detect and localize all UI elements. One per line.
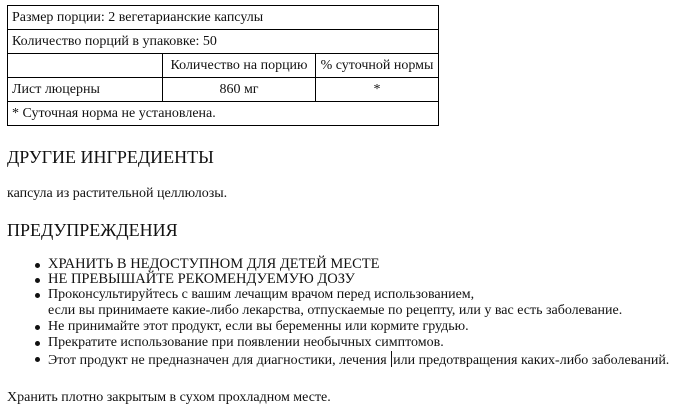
storage-instructions: Хранить плотно закрытым в сухом прохладном месте. xyxy=(7,390,331,405)
header-daily-value: % суточной нормы xyxy=(316,54,439,78)
daily-value-footnote: * Суточная норма не установлена. xyxy=(8,102,439,126)
ingredient-name: Лист люцерны xyxy=(8,78,163,102)
warning-item xyxy=(48,287,669,319)
warning-line xyxy=(48,351,669,369)
warnings-list xyxy=(0,257,669,369)
warning-item xyxy=(48,319,669,335)
warning-line: Проконсультируйтесь с вашим лечащим врачом перед использованием, xyxy=(48,287,475,302)
serving-size-row xyxy=(8,6,439,30)
warning-line: ХРАНИТЬ В НЕДОСТУПНОМ ДЛЯ ДЕТЕЙ МЕСТЕ xyxy=(48,256,380,272)
servings-per-container-row xyxy=(8,30,439,54)
warning-text-after-cursor: или предотвращения каких-либо заболеваний. xyxy=(393,353,670,368)
ingredient-amount: 860 мг xyxy=(163,78,316,102)
table-row xyxy=(8,78,439,102)
table-header-row xyxy=(8,54,439,78)
header-amount-per-serving: Количество на порцию xyxy=(163,54,316,78)
text-cursor xyxy=(391,351,392,367)
warning-item xyxy=(48,335,669,351)
supplement-facts-table xyxy=(7,5,439,126)
warning-line: если вы принимаете какие-либо лекарства, отпускаемые по рецепту, или у вас есть заболевание. xyxy=(48,303,623,318)
ingredient-daily-value: * xyxy=(316,78,439,102)
warning-item xyxy=(48,272,669,287)
header-empty-cell xyxy=(8,54,163,78)
footnote-row xyxy=(8,102,439,126)
other-ingredients-heading: ДРУГИЕ ИНГРЕДИЕНТЫ xyxy=(7,147,214,167)
warning-line: Не принимайте этот продукт, если вы беременны или кормите грудью. xyxy=(48,319,469,334)
warning-item xyxy=(48,257,669,272)
other-ingredients-text: капсула из растительной целлюлозы. xyxy=(7,186,228,201)
warnings-heading: ПРЕДУПРЕЖДЕНИЯ xyxy=(7,220,178,240)
warning-line: Прекратите использование при появлении необычных симптомов. xyxy=(48,335,444,350)
warning-text-before-cursor: Этот продукт не предназначен для диагностики, лечения xyxy=(48,353,387,368)
warning-item xyxy=(48,351,669,369)
serving-size: Размер порции: 2 вегетарианские капсулы xyxy=(8,6,439,30)
warning-line: НЕ ПРЕВЫШАЙТЕ РЕКОМЕНДУЕМУЮ ДОЗУ xyxy=(48,271,355,287)
servings-per-container: Количество порций в упаковке: 50 xyxy=(8,30,439,54)
